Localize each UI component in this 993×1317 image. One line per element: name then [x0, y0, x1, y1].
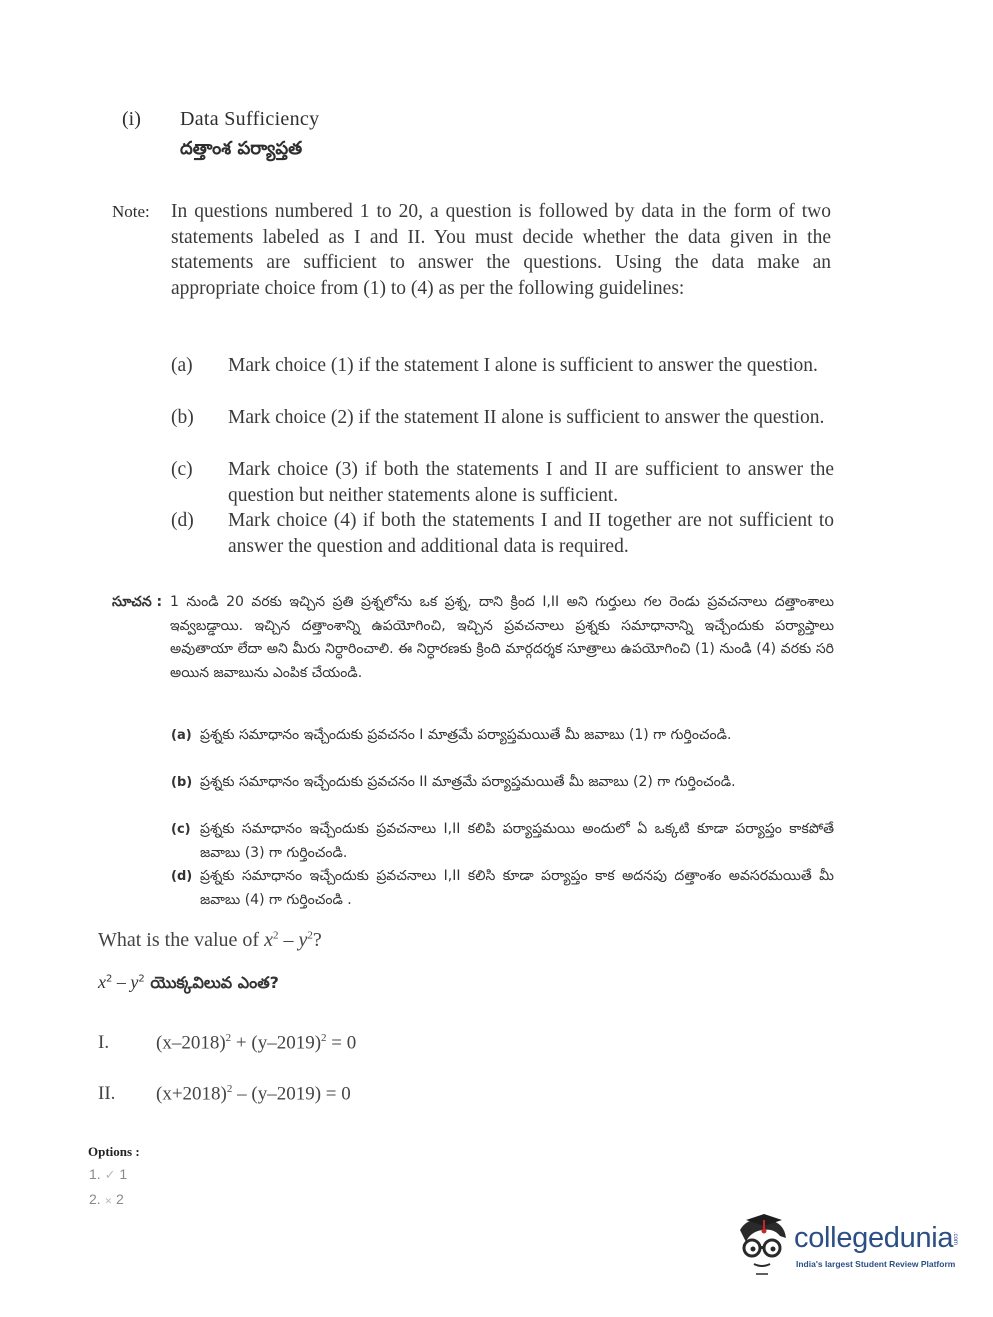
- guideline-text: Mark choice (2) if the statement II alone is sufficient to answer the question.: [228, 407, 825, 428]
- option-value: 1: [119, 1166, 128, 1182]
- collegedunia-logo: [734, 1212, 964, 1282]
- guideline-letter: (d): [171, 510, 194, 531]
- logo-wordmark: collegedunia: [794, 1222, 954, 1254]
- note-text: In questions numbered 1 to 20, a question is followed by data in the form of two statements labeled as I and II. You must decide whether the data given in the statements are sufficient to answer the questions. Using the data make an appropriate choice from (1) to (4) as per the following guidelines:: [171, 201, 831, 299]
- guideline-letter: (c): [171, 459, 193, 480]
- section-title-telugu: దత్తాంశ పర్యాప్తత: [180, 138, 303, 159]
- option-number: 1.: [89, 1166, 101, 1182]
- statement-equation: $(x+2018)^2 - (y-2019) = 0$: [156, 1083, 351, 1105]
- guideline-text: Mark choice (1) if the statement I alone is sufficient to answer the question.: [228, 355, 818, 376]
- option-item[interactable]: [89, 1191, 124, 1207]
- question-telugu-text: యొక్కవిలువ ఎంత?: [144, 973, 279, 992]
- check-icon: ✓: [104, 1167, 116, 1182]
- statement-number: I.: [98, 1032, 110, 1053]
- guideline-te-text: ప్రశ్నకు సమాధానం ఇచ్చేందుకు ప్రవచనాలు I,II కలిపి పర్యాప్తమయి అందులో ఏ ఒక్కటి కూడా పర్యాప్తం కాకపోతే జవాబు (3) గా గుర్తించండి.: [200, 821, 834, 861]
- note-telugu-text: 1 నుండి 20 వరకు ఇచ్చిన ప్రతి ప్రశ్నలోను ఒక ప్రశ్న, దాని క్రింద I,II అని గుర్తులు గల రెండు ప్రవచనాలు దత్తాంశాలు ఇవ్వబడ్డాయి. ఇచ్చిన దత్తాంశాన్ని ఉపయోగించి, ఇచ్చిన ప్రవచనాలు ప్రశ్నకు సమాధానాన్ని ఇచ్చేందుకు పర్యాప్తాలు అవుతాయా లేదా అని మీరు నిర్ధారించాలి. ఈ నిర్ధారణకు క్రింది మార్గదర్శక సూత్రాలు ఉపయోగించి (1) నుండి (4) వరకు సరి అయిన జవాబును ఎంపిక చేయండి.: [170, 594, 834, 681]
- guideline-text: Mark choice (4) if both the statements I and II together are not sufficient to answer the question and additional data is required.: [228, 510, 834, 557]
- logo-domain: .com: [952, 1232, 958, 1246]
- statement-equation: $(x-2018)^2 + (y-2019)^2 = 0$: [156, 1032, 357, 1054]
- question-english: What is the value of $x^2 - y^2$?: [98, 929, 322, 951]
- guideline-te-text: ప్రశ్నకు సమాధానం ఇచ్చేందుకు ప్రవచనాలు I,II కలిసి కూడా పర్యాప్తం కాక అదనపు దత్తాంశం అవసరమయితే మీ జవాబు (4) గా గుర్తించండి .: [200, 868, 834, 908]
- options-label: Options :: [88, 1144, 140, 1159]
- guideline-letter: (a): [171, 355, 193, 376]
- question-telugu: $x^2 - y^2$ యొక్కవిలువ ఎంత?: [98, 972, 279, 992]
- statement-number: II.: [98, 1083, 116, 1104]
- guideline-te-letter: (d): [171, 869, 193, 884]
- mascot-icon: [734, 1212, 794, 1282]
- guideline-te-text: ప్రశ్నకు సమాధానం ఇచ్చేందుకు ప్రవచనం II మాత్రమే పర్యాప్తమయితే మీ జవాబు (2) గా గుర్తించండి.: [200, 774, 736, 790]
- logo-tagline: India's largest Student Review Platform: [796, 1259, 956, 1269]
- option-value: 2: [116, 1191, 124, 1207]
- option-number: 2.: [89, 1191, 101, 1207]
- option-item[interactable]: [89, 1166, 127, 1183]
- guideline-te-letter: (c): [171, 822, 191, 837]
- guideline-te-letter: (b): [171, 775, 193, 790]
- note-label: Note:: [112, 202, 150, 221]
- question-english-text: What is the value of: [98, 929, 265, 951]
- guideline-letter: (b): [171, 407, 194, 428]
- cross-icon: ✕: [104, 1196, 113, 1206]
- guideline-text: Mark choice (3) if both the statements I and II are sufficient to answer the question but neither statements alone is sufficient.: [228, 459, 834, 506]
- section-title: Data Sufficiency: [180, 108, 320, 130]
- guideline-te-letter: (a): [171, 728, 192, 743]
- guideline-te-text: ప్రశ్నకు సమాధానం ఇచ్చేందుకు ప్రవచనం I మాత్రమే పర్యాప్తమయితే మీ జవాబు (1) గా గుర్తించండి.: [200, 727, 732, 743]
- section-number: (i): [122, 108, 141, 130]
- note-telugu-label: సూచన :: [112, 594, 163, 610]
